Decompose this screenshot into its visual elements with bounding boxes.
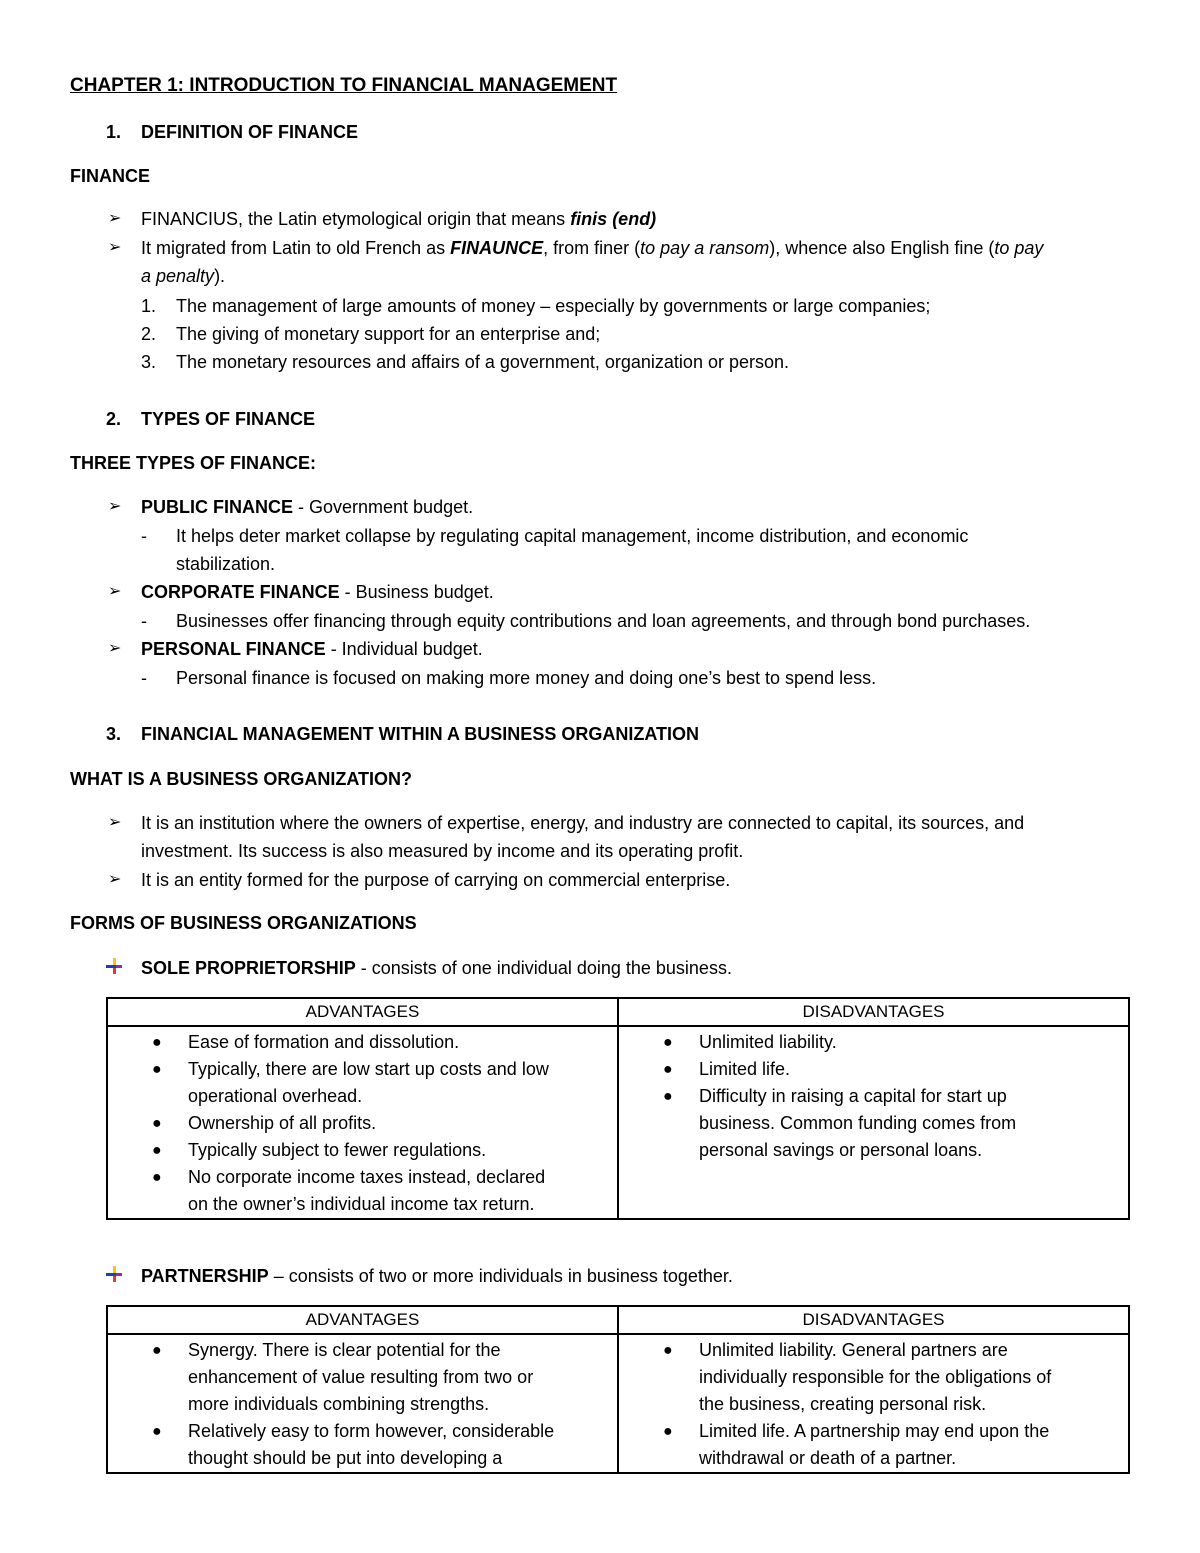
disadvantages-header: DISADVANTAGES bbox=[618, 1306, 1129, 1334]
advantages-header: ADVANTAGES bbox=[107, 1306, 618, 1334]
chapter-title: CHAPTER 1: INTRODUCTION TO FINANCIAL MANAGEMENT bbox=[70, 75, 618, 96]
definition-item-1: The management of large amounts of money – especially by governments or large companies; bbox=[176, 296, 931, 316]
section-3-heading: FINANCIAL MANAGEMENT WITHIN A BUSINESS ORGANIZATION bbox=[141, 724, 699, 744]
personal-finance: PERSONAL FINANCE - Individual budget. bbox=[141, 639, 483, 659]
list-item: ● Unlimited liability. bbox=[663, 1032, 837, 1052]
section-3-number: 3. bbox=[106, 724, 122, 744]
list-item: ● Limited life. A partnership may end upon the withdrawal or death of a partner. bbox=[663, 1421, 1050, 1468]
finance-bullet-1: FINANCIUS, the Latin etymological origin that means finis (end) bbox=[141, 209, 657, 229]
list-item: ● Unlimited liability. General partners are individually responsible for the obligations of the business, creating personal risk. bbox=[663, 1340, 1052, 1414]
arrow-bullet-icon: ➢ bbox=[108, 814, 122, 831]
definition-item-2: The giving of monetary support for an enterprise and; bbox=[176, 324, 601, 344]
arrow-bullet-icon: ➢ bbox=[108, 640, 122, 657]
personal-finance-desc: Personal finance is focused on making more money and doing one’s best to spend less. bbox=[176, 668, 877, 688]
finance-bullet-2: It migrated from Latin to old French as FINAUNCE, from finer (to pay a ransom), whence also English fine (to pay bbox=[141, 238, 1044, 258]
corporate-finance: CORPORATE FINANCE - Business budget. bbox=[141, 582, 494, 602]
public-finance-desc: It helps deter market collapse by regulating capital management, income distribution, and economic bbox=[176, 526, 969, 546]
finance-subheading: FINANCE bbox=[70, 166, 150, 186]
finance-bullet-2-cont: a penalty). bbox=[141, 266, 226, 286]
list-number: 1. bbox=[141, 296, 157, 316]
section-1-number: 1. bbox=[106, 122, 122, 142]
section-2-heading: TYPES OF FINANCE bbox=[141, 409, 316, 429]
list-item: ● Ease of formation and dissolution. bbox=[152, 1032, 460, 1052]
forms-subheading: FORMS OF BUSINESS ORGANIZATIONS bbox=[70, 913, 417, 933]
disadvantages-cell bbox=[618, 1334, 1129, 1473]
list-number: 3. bbox=[141, 352, 157, 372]
arrow-bullet-icon: ➢ bbox=[108, 871, 122, 888]
advantages-cell bbox=[107, 1026, 618, 1219]
public-finance: PUBLIC FINANCE - Government budget. bbox=[141, 497, 474, 517]
list-number: 2. bbox=[141, 324, 157, 344]
section-2-number: 2. bbox=[106, 409, 122, 429]
list-item: ● No corporate income taxes instead, declared on the owner’s individual income tax return. bbox=[152, 1167, 546, 1214]
arrow-bullet-icon: ➢ bbox=[108, 498, 122, 515]
disadvantages-header: DISADVANTAGES bbox=[618, 998, 1129, 1026]
dash-bullet: - bbox=[141, 668, 147, 688]
list-item: ● Typically subject to fewer regulations. bbox=[152, 1140, 487, 1160]
list-item: ● Synergy. There is clear potential for the enhancement of value resulting from two or more individuals combining strengths. bbox=[152, 1340, 534, 1414]
advantages-cell bbox=[107, 1334, 618, 1473]
partnership-label: PARTNERSHIP – consists of two or more individuals in business together. bbox=[141, 1266, 733, 1286]
business-org-bullet-1-cont: investment. Its success is also measured by income and its operating profit. bbox=[141, 841, 744, 861]
list-item: ● Typically, there are low start up costs and low operational overhead. bbox=[152, 1059, 549, 1106]
sole-proprietorship-label: SOLE PROPRIETORSHIP - consists of one individual doing the business. bbox=[141, 958, 732, 978]
dash-bullet: - bbox=[141, 526, 147, 546]
arrow-bullet-icon: ➢ bbox=[108, 239, 122, 256]
corporate-finance-desc: Businesses offer financing through equity contributions and loan agreements, and through bond purchases. bbox=[176, 611, 1031, 631]
four-color-bullet-icon bbox=[106, 1266, 122, 1282]
arrow-bullet-icon: ➢ bbox=[108, 583, 122, 600]
public-finance-desc-cont: stabilization. bbox=[176, 554, 276, 574]
dash-bullet: - bbox=[141, 611, 147, 631]
arrow-bullet-icon: ➢ bbox=[108, 210, 122, 227]
definition-item-3: The monetary resources and affairs of a government, organization or person. bbox=[176, 352, 790, 372]
list-item: ● Ownership of all profits. bbox=[152, 1113, 377, 1133]
disadvantages-cell bbox=[618, 1026, 1129, 1219]
section-1-heading: DEFINITION OF FINANCE bbox=[141, 122, 358, 142]
four-color-bullet-icon bbox=[106, 958, 122, 974]
types-subheading: THREE TYPES OF FINANCE: bbox=[70, 453, 317, 473]
business-org-subheading: WHAT IS A BUSINESS ORGANIZATION? bbox=[70, 769, 412, 789]
partnership-table bbox=[106, 1305, 1130, 1474]
list-item: ● Limited life. bbox=[663, 1059, 791, 1079]
list-item: ● Relatively easy to form however, considerable thought should be put into developing a bbox=[152, 1421, 555, 1468]
list-item: ● Difficulty in raising a capital for start up business. Common funding comes from personal savings or personal loans. bbox=[663, 1086, 1017, 1160]
advantages-header: ADVANTAGES bbox=[107, 998, 618, 1026]
business-org-bullet-2: It is an entity formed for the purpose of carrying on commercial enterprise. bbox=[141, 870, 731, 890]
business-org-bullet-1: It is an institution where the owners of expertise, energy, and industry are connected to capital, its sources, and bbox=[141, 813, 1025, 833]
sole-proprietorship-table bbox=[106, 997, 1130, 1220]
